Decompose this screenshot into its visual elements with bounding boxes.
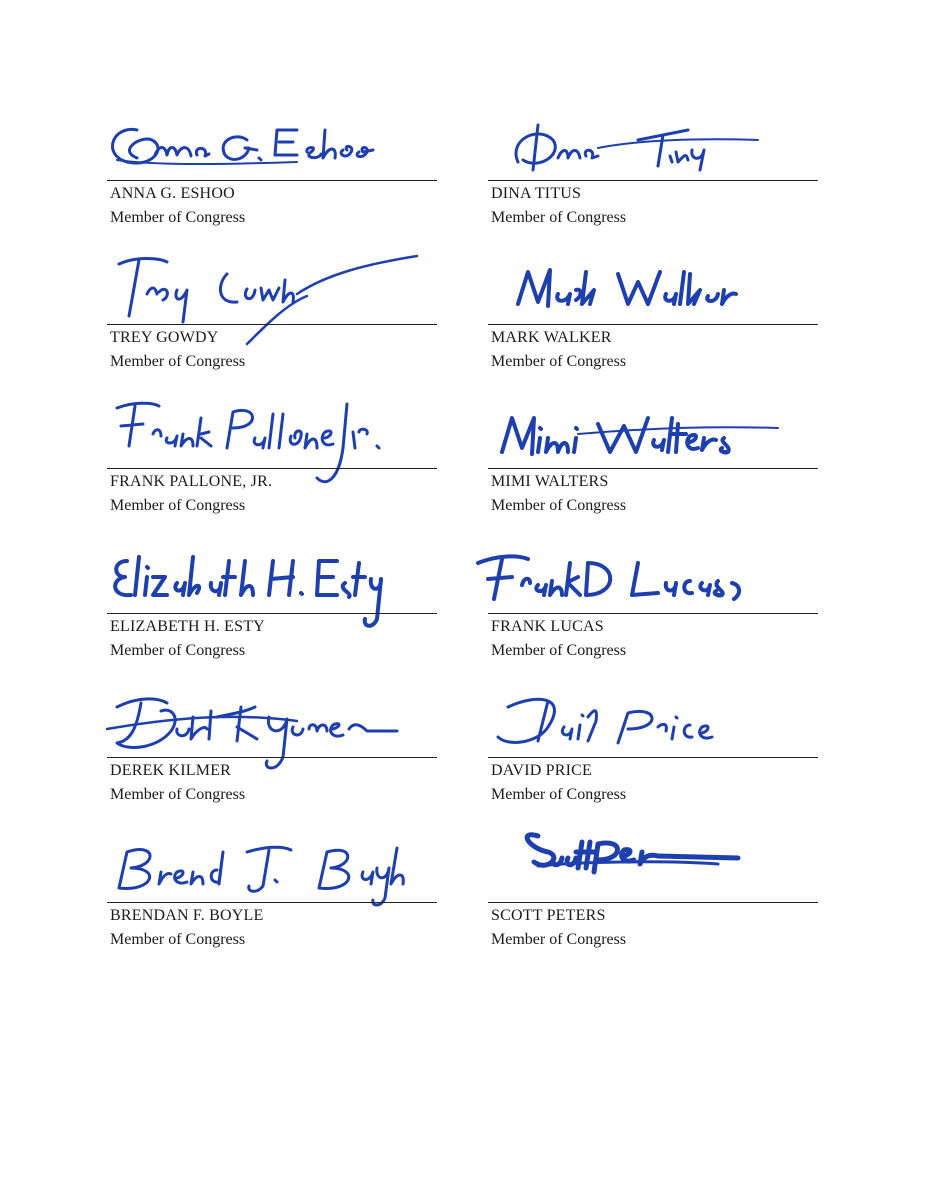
- signature-boyle: [97, 822, 457, 912]
- signatory-block-kilmer: [107, 683, 437, 803]
- signatory-name: TREY GOWDY: [110, 329, 219, 346]
- signatory-block-boyle: [107, 828, 437, 948]
- signatory-block-peters: [488, 828, 818, 948]
- signatory-name: DINA TITUS: [491, 185, 582, 202]
- signature-eshoo: [97, 100, 457, 190]
- signatory-block-walters: [488, 394, 818, 514]
- signature-line: [107, 468, 437, 469]
- signatory-name: SCOTT PETERS: [491, 907, 606, 924]
- signatory-title: Member of Congress: [491, 642, 627, 659]
- signature-line: [107, 757, 437, 758]
- signatory-title: Member of Congress: [491, 786, 627, 803]
- signatory-name: ELIZABETH H. ESTY: [110, 618, 265, 635]
- signatory-title: Member of Congress: [491, 931, 627, 948]
- signature-walker: [478, 244, 838, 334]
- signatory-name: BRENDAN F. BOYLE: [110, 907, 264, 924]
- signature-line: [488, 468, 818, 469]
- signature-pallone: [97, 388, 457, 478]
- signature-walters: [478, 388, 838, 478]
- signature-line: [488, 613, 818, 614]
- signatory-block-esty: [107, 539, 437, 659]
- signatory-block-pallone: [107, 394, 437, 514]
- signatory-name: MIMI WALTERS: [491, 473, 609, 490]
- signatory-title: Member of Congress: [110, 209, 246, 226]
- signatory-title: Member of Congress: [491, 209, 627, 226]
- signature-line: [107, 613, 437, 614]
- signatory-title: Member of Congress: [110, 497, 246, 514]
- signatory-block-titus: [488, 106, 818, 226]
- signature-line: [107, 180, 437, 181]
- signatory-title: Member of Congress: [110, 642, 246, 659]
- signature-line: [488, 902, 818, 903]
- signatory-name: FRANK LUCAS: [491, 618, 604, 635]
- signature-price: [478, 677, 838, 767]
- signatory-title: Member of Congress: [110, 786, 246, 803]
- signatory-name: MARK WALKER: [491, 329, 612, 346]
- signature-line: [107, 902, 437, 903]
- signatory-block-lucas: [488, 539, 818, 659]
- signatory-block-eshoo: [107, 106, 437, 226]
- signature-titus: [478, 100, 838, 190]
- signatory-title: Member of Congress: [110, 931, 246, 948]
- signatory-title: Member of Congress: [491, 497, 627, 514]
- signatory-block-walker: [488, 250, 818, 370]
- signature-kilmer: [97, 677, 457, 767]
- signatory-name: FRANK PALLONE, JR.: [110, 473, 273, 490]
- signatory-block-price: [488, 683, 818, 803]
- signature-line: [488, 757, 818, 758]
- signature-line: [107, 324, 437, 325]
- signature-lucas: [478, 533, 838, 623]
- signature-esty: [97, 533, 457, 623]
- signatory-name: DEREK KILMER: [110, 762, 232, 779]
- signature-peters: [478, 822, 838, 912]
- signatory-name: ANNA G. ESHOO: [110, 185, 235, 202]
- signatory-title: Member of Congress: [491, 353, 627, 370]
- signatory-title: Member of Congress: [110, 353, 246, 370]
- signature-line: [488, 324, 818, 325]
- signature-line: [488, 180, 818, 181]
- signatory-name: DAVID PRICE: [491, 762, 593, 779]
- signatory-block-gowdy: [107, 250, 437, 370]
- signature-gowdy: [97, 244, 457, 334]
